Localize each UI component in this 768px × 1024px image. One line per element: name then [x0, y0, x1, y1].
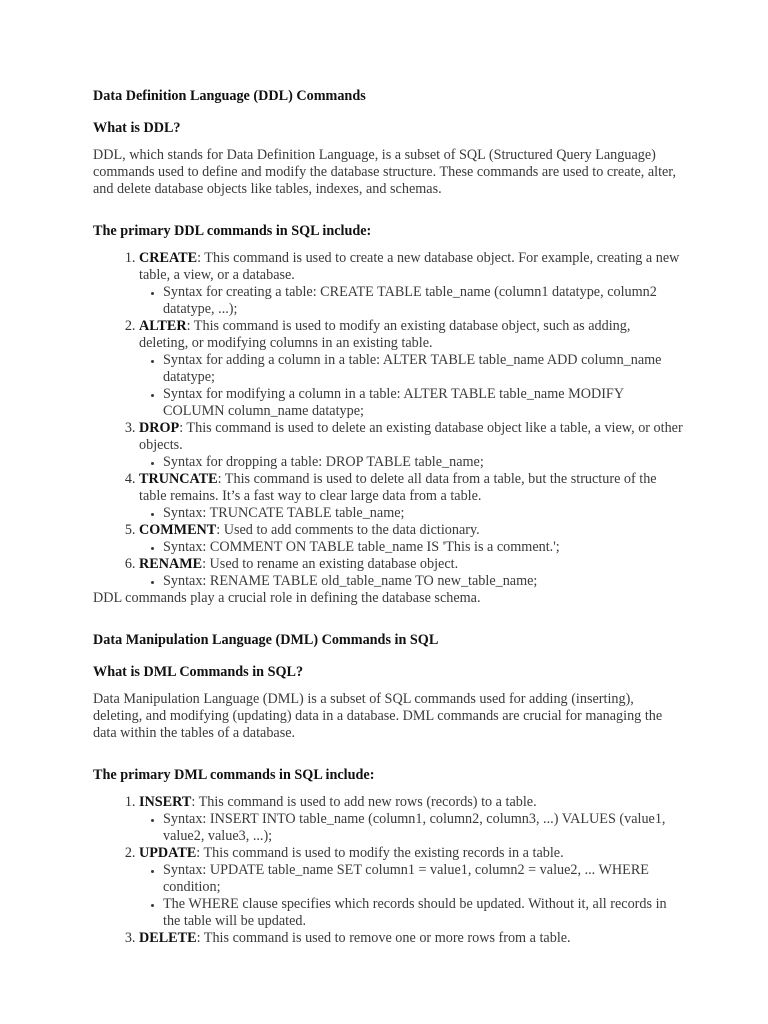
syntax-item: • Syntax: TRUNCATE TABLE table_name;: [163, 505, 683, 522]
dml-command-update: [139, 845, 683, 930]
ddl-primary-heading: The primary DDL commands in SQL include:: [93, 223, 372, 239]
syntax-item: • Syntax: COMMENT ON TABLE table_name IS 'This is a comment.';: [163, 539, 683, 556]
dml-command-list: [93, 794, 683, 947]
ddl-closing-paragraph: DDL commands play a crucial role in defining the database schema.: [93, 590, 481, 606]
syntax-list: [139, 454, 683, 471]
syntax-list: [139, 352, 683, 420]
syntax-list: [139, 862, 683, 930]
ddl-command-create: [139, 250, 683, 318]
command-description: : This command is used to remove one or more rows from a table.: [196, 930, 571, 946]
syntax-item: • Syntax: RENAME TABLE old_table_name TO new_table_name;: [163, 573, 683, 590]
syntax-list: [139, 811, 683, 845]
ddl-command-alter: [139, 318, 683, 420]
syntax-list: [139, 284, 683, 318]
dml-command-insert: [139, 794, 683, 845]
command-name: RENAME: [139, 556, 203, 572]
syntax-item: • Syntax: INSERT INTO table_name (column1, column2, column3, ...) VALUES (value1, value2, value3, ...);: [163, 811, 683, 845]
ddl-command-list: [93, 250, 683, 590]
syntax-list: [139, 539, 683, 556]
command-description: : This command is used to delete an existing database object like a table, a view, or other objects.: [139, 420, 683, 453]
dml-intro-paragraph: Data Manipulation Language (DML) is a subset of SQL commands used for adding (inserting), deleting, and modifying (updating) data in a database. DML commands are crucial for managing the data within the tables of a database.: [93, 691, 663, 741]
dml-command-delete: [139, 930, 683, 947]
command-name: ALTER: [139, 318, 187, 334]
command-description: : This command is used to create a new database object. For example, creating a new table, a view, or a database.: [139, 250, 680, 283]
syntax-item: • Syntax for adding a column in a table: ALTER TABLE table_name ADD column_name datatype;: [163, 352, 683, 386]
command-name: UPDATE: [139, 845, 197, 861]
command-description: : This command is used to modify the existing records in a table.: [196, 845, 564, 861]
ddl-command-drop: [139, 420, 683, 471]
ddl-intro-paragraph: DDL, which stands for Data Definition Language, is a subset of SQL (Structured Query Language) commands used to define and modify the database structure. These commands are used to create, alter, and delete database objects like tables, indexes, and schemas.: [93, 147, 677, 197]
command-name: TRUNCATE: [139, 471, 218, 487]
dml-what-heading: What is DML Commands in SQL?: [93, 664, 304, 680]
command-description: : Used to rename an existing database object.: [202, 556, 459, 572]
command-description: : This command is used to modify an existing database object, such as adding, deleting, or modifying columns in an existing table.: [139, 318, 631, 351]
ddl-what-heading: What is DDL?: [93, 120, 181, 136]
ddl-command-comment: [139, 522, 683, 556]
command-description: : Used to add comments to the data dictionary.: [216, 522, 480, 538]
document-body: [93, 88, 683, 947]
command-name: COMMENT: [139, 522, 217, 538]
dml-primary-heading: The primary DML commands in SQL include:: [93, 767, 375, 783]
dml-section-title: Data Manipulation Language (DML) Commands in SQL: [93, 632, 439, 648]
ddl-command-rename: [139, 556, 683, 590]
ddl-command-truncate: [139, 471, 683, 522]
syntax-list: [139, 505, 683, 522]
syntax-item: • Syntax: UPDATE table_name SET column1 = value1, column2 = value2, ... WHERE condition;: [163, 862, 683, 896]
ddl-section-title: Data Definition Language (DDL) Commands: [93, 88, 366, 104]
syntax-item: • Syntax for dropping a table: DROP TABLE table_name;: [163, 454, 683, 471]
syntax-item: • Syntax for modifying a column in a table: ALTER TABLE table_name MODIFY COLUMN column_name datatype;: [163, 386, 683, 420]
syntax-item: • Syntax for creating a table: CREATE TABLE table_name (column1 datatype, column2 datatype, ...);: [163, 284, 683, 318]
command-name: DELETE: [139, 930, 197, 946]
syntax-list: [139, 573, 683, 590]
command-description: : This command is used to add new rows (records) to a table.: [191, 794, 537, 810]
command-name: INSERT: [139, 794, 192, 810]
command-name: CREATE: [139, 250, 198, 266]
command-name: DROP: [139, 420, 180, 436]
command-description: : This command is used to delete all data from a table, but the structure of the table remains. It’s a fast way to clear large data from a table.: [139, 471, 657, 504]
syntax-item: • The WHERE clause specifies which records should be updated. Without it, all records in the table will be updated.: [163, 896, 683, 930]
